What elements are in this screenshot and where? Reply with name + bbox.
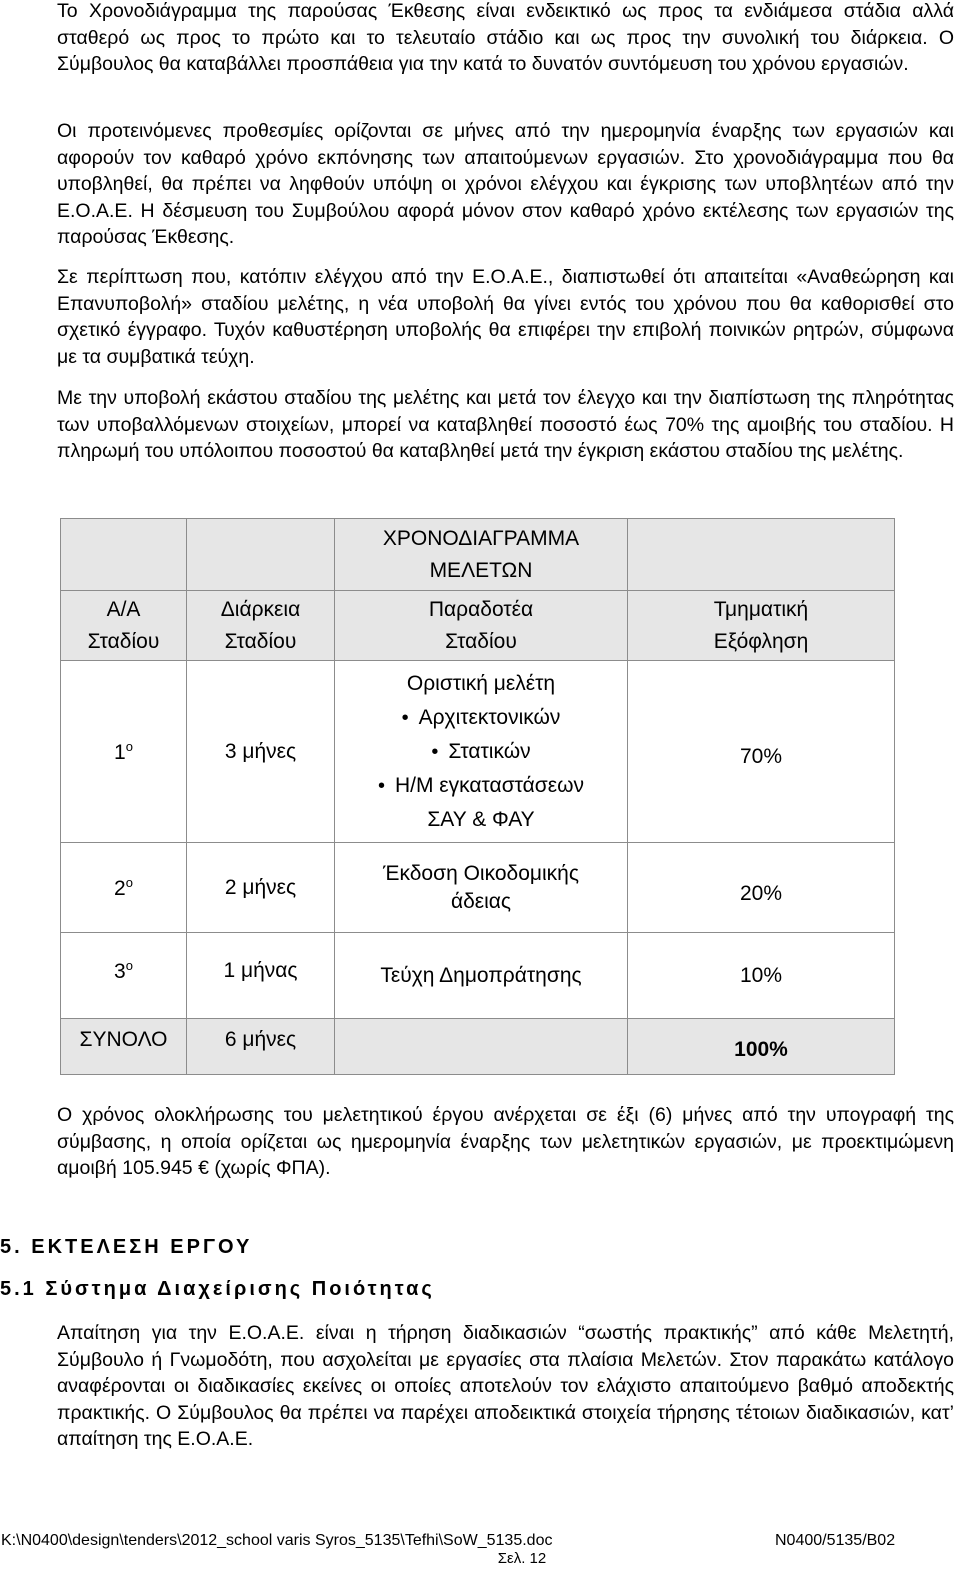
- stage-deliverable: Έκδοση Οικοδομικής άδειας: [335, 843, 628, 933]
- total-duration: 6 μήνες: [187, 1019, 335, 1075]
- paragraph-completion-time: Ο χρόνος ολοκλήρωσης του μελετητικού έργου ανέρχεται σε έξι (6) μήνες από την υπογραφή της σύμβασης, η οποία ορίζεται ως ημερομηνία έναρξης των μελετητικών εργασιών, με προεκτιμώμενη αμοιβή 105.945 € (χωρίς ΦΠΑ).: [57, 1104, 954, 1179]
- deliverable-list: [335, 701, 627, 803]
- table-row: [61, 661, 895, 843]
- total-label: ΣΥΝΟΛΟ: [61, 1019, 187, 1075]
- stage-duration: 3 μήνες: [187, 661, 335, 843]
- header-deliverables: Παραδοτέα Σταδίου: [335, 591, 628, 661]
- stage-number: $2^o$: [61, 843, 187, 933]
- total-payment: 100%: [628, 1019, 895, 1075]
- stage-payment: 10%: [628, 933, 895, 1019]
- total-row: [61, 1019, 895, 1075]
- stage-number: $1^o$: [61, 661, 187, 843]
- paragraph-schedule-indicative: Το Χρονοδιάγραμμα της παρούσας Έκθεσης είναι ενδεικτικό ως προς τα ενδιάμεσα στάδια αλλά σταθερό ως προς το πρώτο και το τελευταίο στάδιο και ως προς την συνολική του διάρκεια. Ο Σύμβουλος θα καταβάλλει προσπάθεια για την κατά το δυνατόν συντόμευση του χρόνου εργασιών.: [57, 0, 954, 75]
- footer-page-number: Σελ. 12: [497, 1550, 547, 1567]
- table-title: ΧΡΟΝΟΔΙΑΓΡΑΜΜΑ ΜΕΛΕΤΩΝ: [335, 519, 628, 591]
- paragraph-deadlines: Οι προτεινόμενες προθεσμίες ορίζονται σε μήνες από την ημερομηνία έναρξης των εργασιών και αφορούν τον καθαρό χρόνο εκπόνησης των απαιτούμενων εργασιών. Στο χρονοδιάγραμμα που θα υποβληθεί, θα πρέπει να ληφθούν υπόψη οι χρόνοι ελέγχου και έγκρισης των υποβλητέων από την Ε.Ο.Α.Ε. Η δέσμευση του Συμβούλου αφορά μόνον στον καθαρό χρόνο εκτέλεσης των εργασιών της παρούσας Έκθεσης.: [57, 120, 954, 248]
- section-heading: 5. ΕΚΤΕΛΕΣΗ ΕΡΓΟΥ: [0, 1236, 253, 1258]
- list-item: • Αρχιτεκτονικών: [335, 701, 627, 735]
- paragraph-resubmission: Σε περίπτωση που, κατόπιν ελέγχου από την Ε.Ο.Α.Ε., διαπιστωθεί ότι απαιτείται «Αναθεώρηση και Επανυποβολή» σταδίου μελέτης, η νέα υποβολή θα γίνει εντός του χρόνου που θα καθορισθεί στο σχετικό έγγραφο. Τυχόν καθυστέρηση υποβολής θα επιφέρει την επιβολή ποινικών ρητρών, σύμφωνα με τα συμβατικά τεύχη.: [57, 266, 954, 368]
- subsection-heading: 5.1 Σύστημα Διαχείρισης Ποιότητας: [0, 1278, 435, 1300]
- header-stage-number: Α/Α Σταδίου: [61, 591, 187, 661]
- paragraph-quality-system: Απαίτηση για την Ε.Ο.Α.Ε. είναι η τήρηση διαδικασιών “σωστής πρακτικής” από κάθε Μελετητή, Σύμβουλο ή Γνωμοδότη, που ασχολείται με εργασίες στα πλαίσια Μελετών. Στον παρακάτω κατάλογο αναφέρονται οι διαδικασίες εκείνες οι οποίες αποτελούν τον ελάχιστο απαιτούμενο βαθμό αποδεκτής πρακτικής. Ο Σύμβουλος θα πρέπει να παρέχει αποδεικτικά στοιχεία τήρησης τέτοιων διαδικασιών, κατ’ απαίτηση της Ε.Ο.Α.Ε.: [57, 1322, 954, 1450]
- table-row: [61, 843, 895, 933]
- stage-duration: 2 μήνες: [187, 843, 335, 933]
- list-item: • Η/Μ εγκαταστάσεων: [335, 769, 627, 803]
- stage-payment: 20%: [628, 843, 895, 933]
- stage-duration: 1 μήνας: [187, 933, 335, 1019]
- stage-number: $3^o$: [61, 933, 187, 1019]
- footer-document-code: N0400/5135/B02: [775, 1532, 896, 1549]
- list-item: • Στατικών: [335, 735, 627, 769]
- table-title-row: [61, 519, 895, 591]
- stage-payment: 70%: [628, 661, 895, 843]
- stage-deliverable: Οριστική μελέτη • Αρχιτεκτονικών • Στατικών • Η/Μ εγκαταστάσεων ΣΑΥ & ΦΑΥ: [335, 661, 628, 843]
- stage-deliverable: Τεύχη Δημοπράτησης: [335, 933, 628, 1019]
- table-row: [61, 933, 895, 1019]
- header-payment: Τμηματική Εξόφληση: [628, 591, 895, 661]
- table-header-row: [61, 591, 895, 661]
- paragraph-payment: Με την υποβολή εκάστου σταδίου της μελέτης και μετά τον έλεγχο και την διαπίστωση της πληρότητας των υποβαλλόμενων στοιχείων, μπορεί να καταβληθεί ποσοστό έως 70% της αμοιβής του σταδίου. Η πληρωμή του υπόλοιπου ποσοστού θα καταβληθεί μετά την έγκριση εκάστου σταδίου της μελέτης.: [57, 387, 954, 462]
- header-duration: Διάρκεια Σταδίου: [187, 591, 335, 661]
- footer-file-path: K:\N0400\design\tenders\2012_school varis Syros_5135\Tefhi\SoW_5135.doc: [1, 1532, 553, 1549]
- schedule-table: [60, 518, 895, 1075]
